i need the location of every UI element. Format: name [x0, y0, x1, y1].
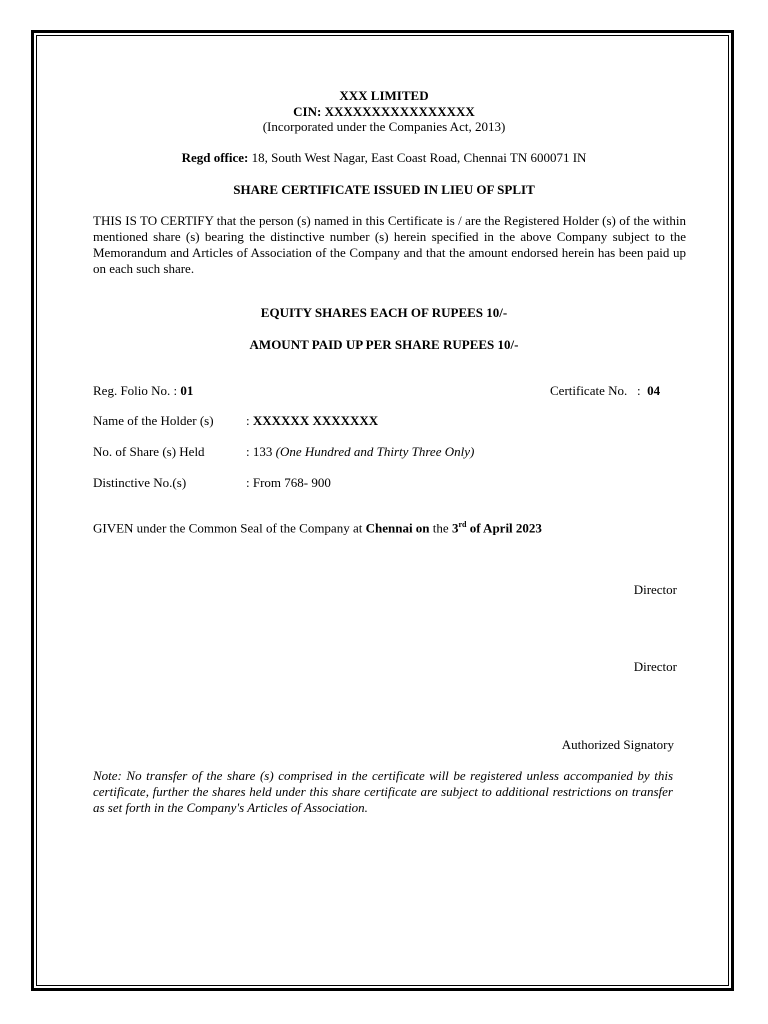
holder-row	[246, 413, 378, 429]
certify-paragraph: THIS IS TO CERTIFY that the person (s) named in this Certificate is / are the Registered Holder (s) of the within mentioned share (s) bearing the distinctive number (s) herein specified in the above Company subject to the Memorandum and Articles of Association of the Company and that the amount endorsed herein has been paid up on each such share.	[93, 213, 686, 276]
folio-label: Reg. Folio No. :	[93, 383, 181, 398]
authorized-signatory: Authorized Signatory	[561, 737, 674, 752]
amount-paid-up-line: AMOUNT PAID UP PER SHARE RUPEES 10/-	[249, 337, 519, 352]
shares-held-row	[246, 444, 474, 460]
equity-shares-line: EQUITY SHARES EACH OF RUPEES 10/-	[260, 305, 508, 320]
seal-date-rest: of April 2023	[466, 520, 542, 536]
director-signature-2: Director	[633, 659, 677, 674]
company-name: XXX LIMITED	[339, 88, 429, 103]
holder-name: XXXXXX XXXXXXX	[252, 413, 379, 428]
folio-value: 01	[180, 383, 194, 398]
regd-office-address: 18, South West Nagar, East Coast Road, Chennai TN 600071 IN	[248, 150, 587, 165]
distinctive-label: Distinctive No.(s)	[93, 475, 187, 490]
folio-row	[93, 383, 193, 399]
seal-place: Chennai on	[365, 520, 430, 536]
shares-held-value: : 133	[246, 444, 276, 459]
seal-day: 3	[451, 520, 459, 536]
registered-office	[0, 150, 768, 166]
holder-label: Name of the Holder (s)	[93, 413, 214, 428]
director-signature-1: Director	[633, 582, 677, 597]
transfer-note: Note: No transfer of the share (s) comprised in the certificate will be registered unless accompanied by this certificate, further the shares held under this share certificate are subject to additional restrictions on transfer as set forth in the Company's Articles of Association.	[93, 768, 673, 815]
seal-day-suffix: rd	[458, 520, 467, 529]
incorporation-note: (Incorporated under the Companies Act, 2013)	[262, 119, 506, 134]
certificate-heading: SHARE CERTIFICATE ISSUED IN LIEU OF SPLIT	[233, 182, 535, 197]
certificate-border-inner	[36, 35, 729, 986]
regd-office-label: Regd office:	[181, 150, 249, 165]
certificate-number-label: Certificate No. :	[550, 383, 648, 398]
holder-separator: :	[246, 413, 253, 428]
shares-held-words: (One Hundred and Thirty Three Only)	[275, 444, 475, 459]
seal-prefix: GIVEN under the Common Seal of the Company at	[93, 520, 366, 536]
certificate-number-value: 04	[647, 383, 661, 398]
seal-the: the	[429, 520, 452, 536]
certificate-number-row	[550, 383, 660, 399]
shares-held-label: No. of Share (s) Held	[93, 444, 205, 459]
distinctive-value: : From 768- 900	[246, 475, 331, 490]
common-seal-line	[93, 520, 542, 536]
company-cin: CIN: XXXXXXXXXXXXXXXX	[293, 104, 475, 119]
